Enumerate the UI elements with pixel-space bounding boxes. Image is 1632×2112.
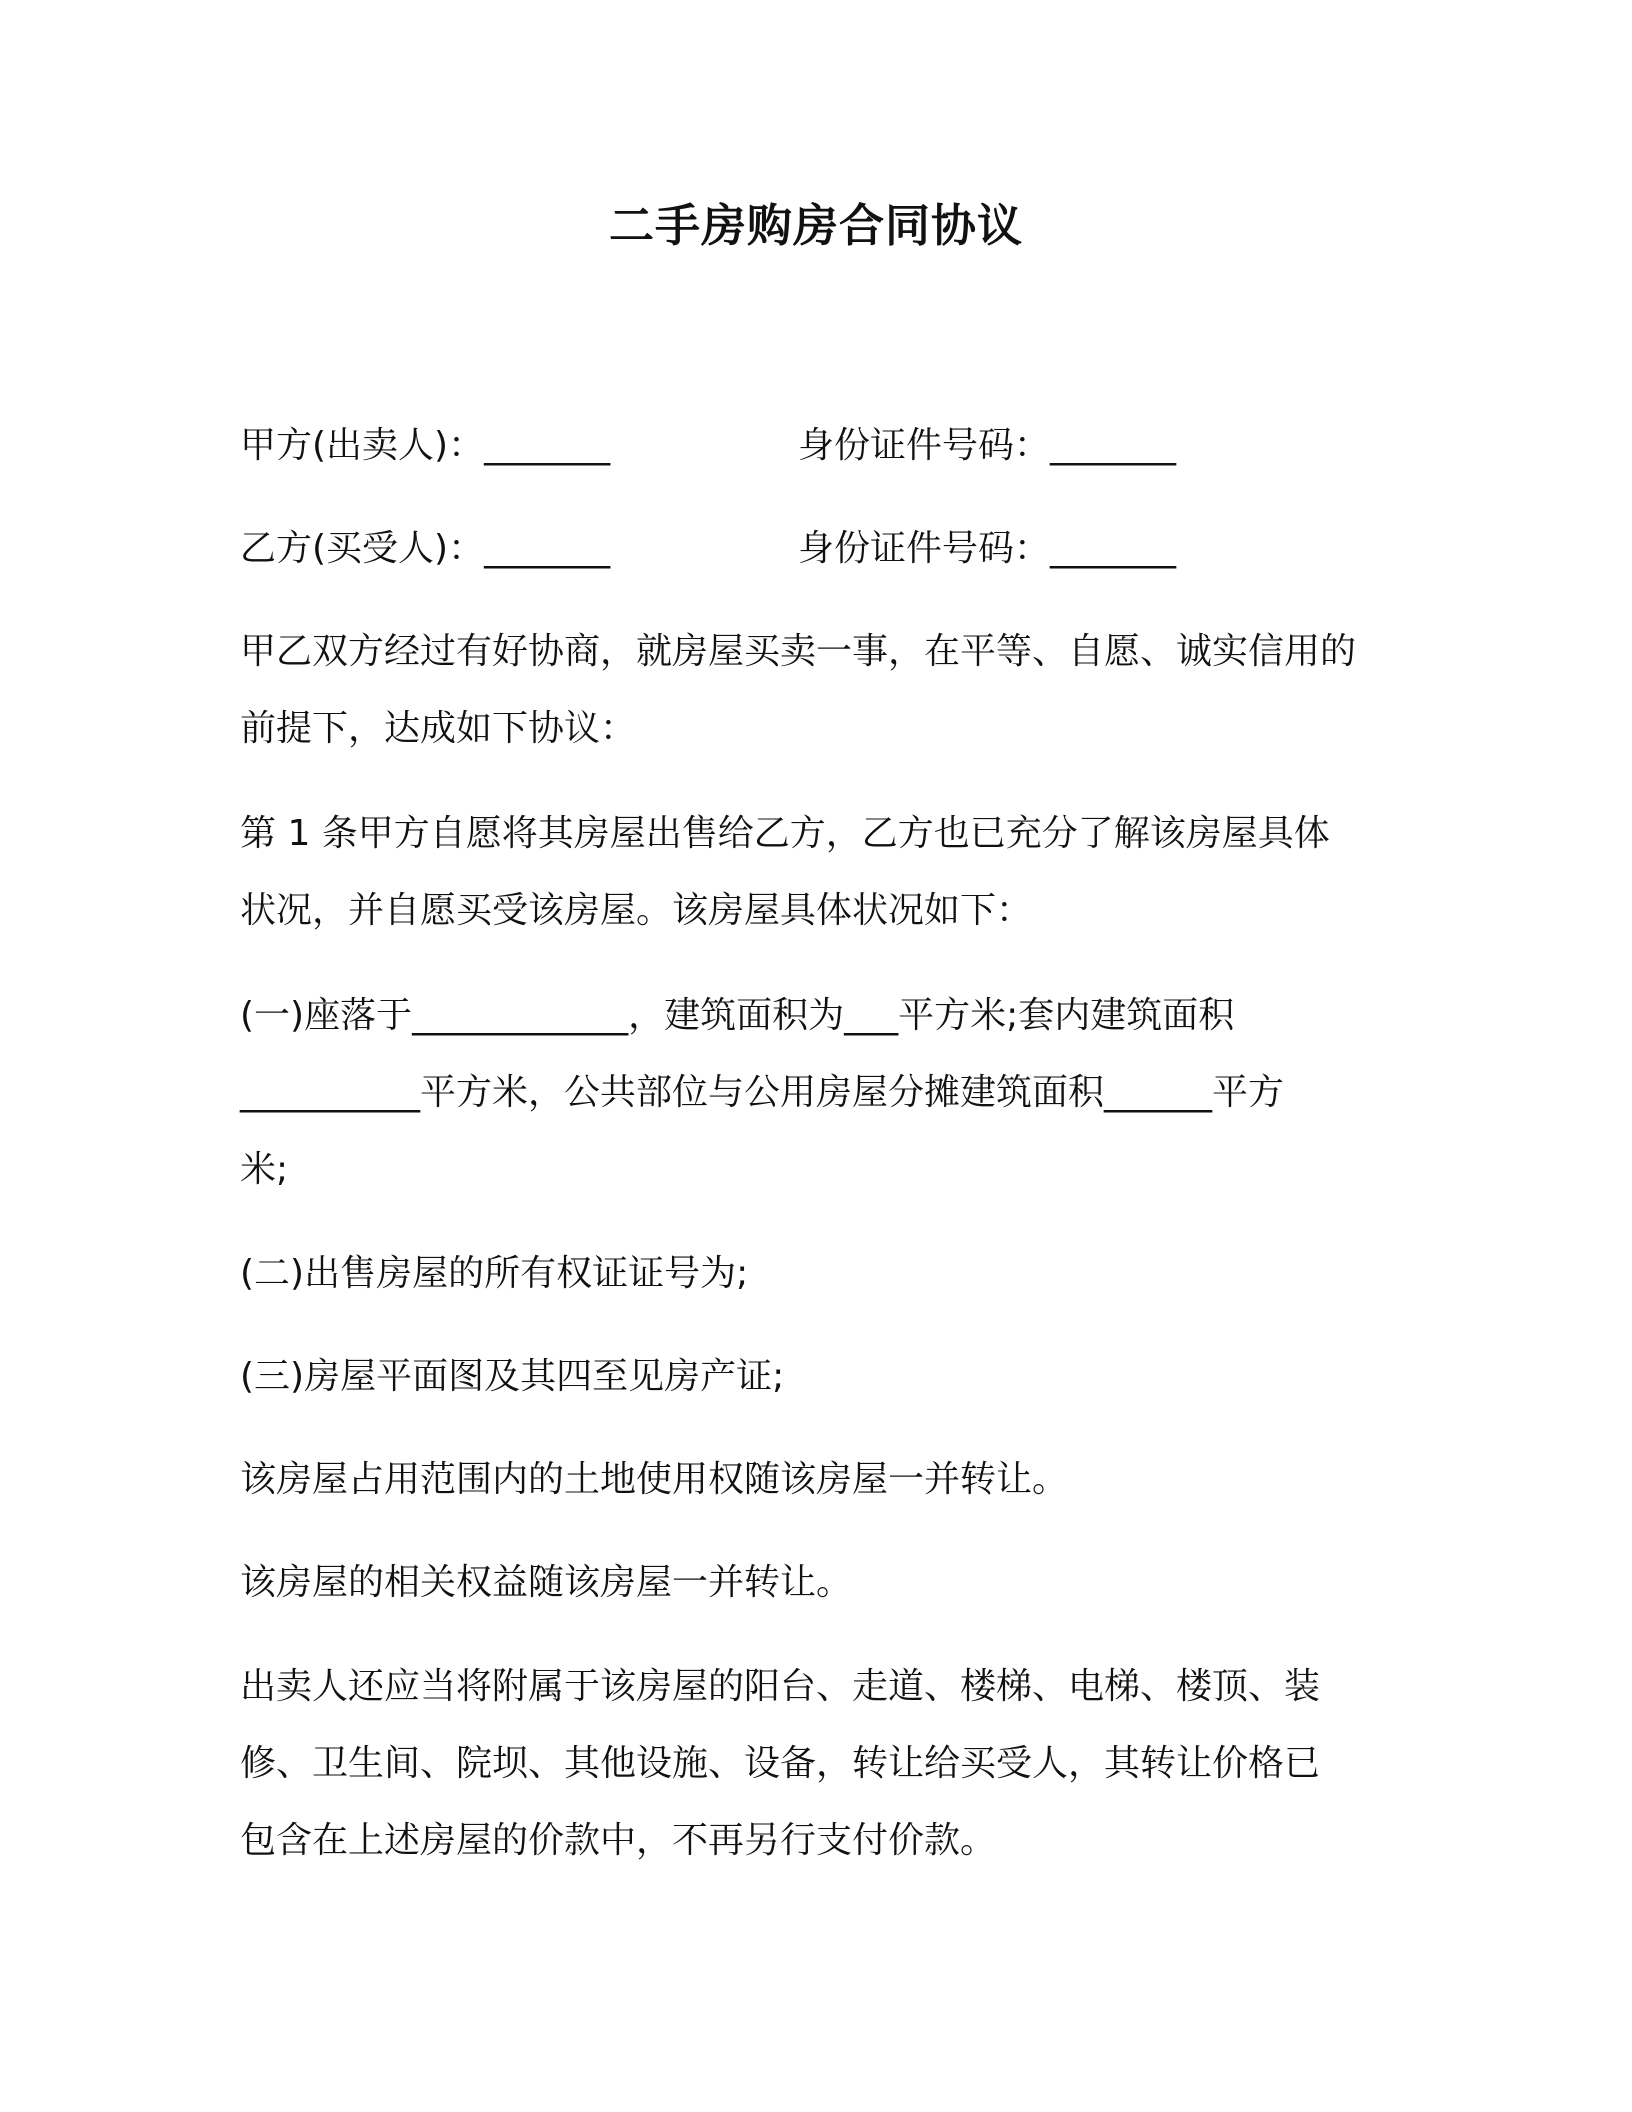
article-1-paragraph: 第 1 条甲方自愿将其房屋出售给乙方，乙方也已充分了解该房屋具体状况，并自愿买受该房屋。该房屋具体状况如下：	[240, 813, 1330, 931]
party-a-id-label: 身份证件号码：_______	[798, 425, 1177, 466]
party-a-label: 甲方(出卖人)：_______	[240, 425, 611, 466]
party-b-id-label: 身份证件号码：_______	[798, 528, 1177, 569]
party-b-row	[240, 522, 1400, 576]
fixtures-line-2: 修、卫生间、院坝、其他设施、设备，转让给买受人，其转让价格已	[240, 1743, 1321, 1784]
item-1-line-1: (一)座落于____________，建筑面积为___平方米;套内建筑面积	[240, 995, 1235, 1036]
document-title: 二手房购房合同协议	[608, 199, 1023, 252]
party-b-label: 乙方(买受人)：_______	[240, 528, 611, 569]
intro-paragraph: 甲乙双方经过有好协商，就房屋买卖一事，在平等、自愿、诚实信用的前提下，达成如下协议：	[240, 631, 1357, 749]
fixtures-line-3: 包含在上述房屋的价款中，不再另行支付价款。	[240, 1820, 997, 1861]
item-2: (二)出售房屋的所有权证证号为;	[240, 1253, 749, 1294]
land-use-paragraph: 该房屋占用范围内的土地使用权随该房屋一并转让。	[240, 1459, 1069, 1500]
item-1-line-2: __________平方米，公共部位与公用房屋分摊建筑面积______平方	[240, 1072, 1285, 1113]
fixtures-line-1: 出卖人还应当将附属于该房屋的阳台、走道、楼梯、电梯、楼顶、装	[240, 1666, 1321, 1707]
rights-paragraph: 该房屋的相关权益随该房屋一并转让。	[240, 1562, 853, 1603]
item-1-line-3: 米;	[240, 1149, 289, 1190]
party-a-row	[240, 419, 1400, 473]
item-3: (三)房屋平面图及其四至见房产证;	[240, 1356, 785, 1397]
